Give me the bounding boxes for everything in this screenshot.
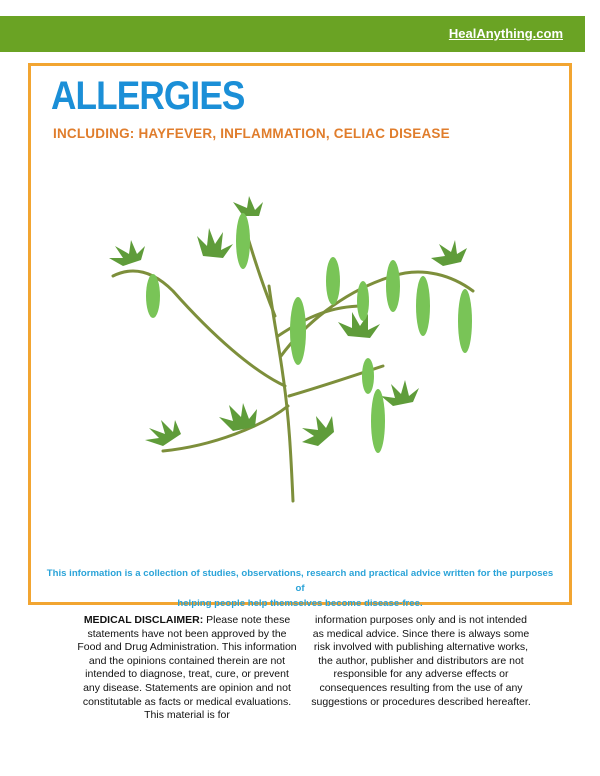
info-statement <box>43 566 557 611</box>
disclaimer-text-left: Please note these statements have not been approved by the Food and Drug Administration. This information and the opinions contained therein are not intended to diagnose, treat, cure, or prevent any disease. Statements are opinion and not constitutable as facts or medical evaluations. This material is for <box>77 614 297 722</box>
medical-disclaimer <box>76 614 532 723</box>
disclaimer-column-right <box>310 614 532 723</box>
ragweed-plant-image <box>93 196 483 506</box>
page-subtitle: INCLUDING: HAYFEVER, INFLAMMATION, CELIAC DISEASE <box>53 126 450 141</box>
page-title: ALLERGIES <box>51 74 245 118</box>
disclaimer-label: MEDICAL DISCLAIMER: <box>83 614 204 626</box>
top-banner <box>0 16 585 52</box>
site-link[interactable]: HealAnything.com <box>448 26 563 41</box>
cover-card <box>28 63 572 609</box>
info-line-2: helping people help themselves become disease-free. <box>177 598 423 609</box>
disclaimer-column-left <box>76 614 298 723</box>
disclaimer-text-right: information purposes only and is not intended as medical advice. Since there is always some risk involved with publishing alternative works, the author, publisher and distributors are not responsible for any adverse effects or consequences resulting from the use of any suggestions or procedures described hereafter. <box>311 614 531 708</box>
info-line-1: This information is a collection of studies, observations, research and practical advice written for the purposes of <box>46 568 554 594</box>
